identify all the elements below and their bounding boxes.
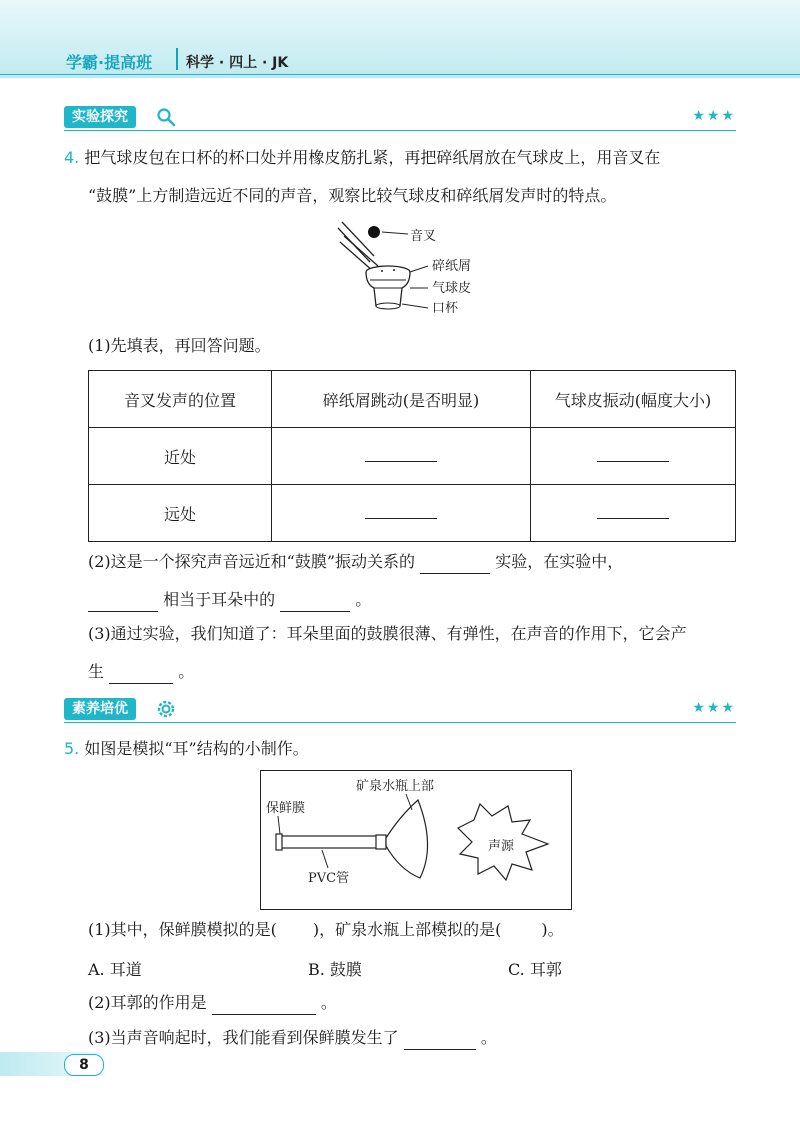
q4-sub3-line2 [88,660,194,684]
q5-sub3 [88,1026,497,1050]
answer-cell[interactable] [531,428,736,485]
question-number: 5. [64,739,80,758]
label-cup: 口杯 [432,301,459,316]
q4-sub1: (1)先填表，再回答问题。 [88,336,271,355]
subject-label: 科学 · 四上 · JK [186,55,289,71]
option-c[interactable]: C. 耳郭 [508,960,562,979]
observation-table [88,370,736,542]
q4-sub3-text: 生 [88,662,105,681]
table-header: 气球皮振动(幅度大小) [531,371,736,428]
label-wrap-film: 保鲜膜 [266,801,306,816]
q4-sub3-line1: (3)通过实验，我们知道了：耳朵里面的鼓膜很薄、有弹性，在声音的作用下，它会产 [88,624,687,643]
section-literacy [64,698,736,722]
answer-cell[interactable] [272,428,531,485]
page-number: 8 [64,1054,104,1076]
option-a[interactable]: A. 耳道 [88,960,142,979]
header-rule [0,74,800,75]
q4-sub2-text: 相当于耳朵中的 [163,590,276,609]
gear-icon [156,699,176,719]
difficulty-stars: ★★★ [692,108,736,124]
answer-blank[interactable] [597,506,669,519]
q5-sub2-text: 。 [320,993,337,1012]
answer-blank[interactable] [88,593,158,612]
answer-blank[interactable] [212,996,316,1015]
table-header: 碎纸屑跳动(是否明显) [272,371,531,428]
section-rule [64,722,736,723]
difficulty-stars: ★★★ [692,700,736,716]
answer-blank[interactable] [109,665,173,684]
q4-sub3-text: 。 [178,662,195,681]
answer-blank[interactable] [597,449,669,462]
label-bottle-top: 矿泉水瓶上部 [356,779,435,794]
q4-text-line1: 把气球皮包在口杯的杯口处并用橡皮筋扎紧，再把碎纸屑放在气球皮上，用音叉在 [84,148,661,167]
table-header-row [89,371,736,428]
row-label: 远处 [89,485,272,542]
answer-blank[interactable] [280,593,350,612]
q5-sub2 [88,991,337,1015]
q5-sub1-text: (1)其中，保鲜膜模拟的是( [88,920,277,939]
table-row [89,485,736,542]
section-rule [64,130,736,131]
tuning-fork-figure [330,214,500,324]
q4-sub2-line1 [88,550,623,574]
q5-stem [64,737,309,761]
q4-sub2-text: 实验，在实验中， [495,552,624,571]
q4-sub2-text: 。 [355,590,372,609]
table-header: 音叉发声的位置 [89,371,272,428]
label-tuning-fork: 音叉 [410,229,437,244]
q4-stem-line1 [64,146,660,170]
q4-stem-line2: “鼓膜”上方制造远近不同的声音，观察比较气球皮和碎纸屑发声时的特点。 [88,186,617,205]
q5-sub2-text: (2)耳郭的作用是 [88,993,207,1012]
q5-sub1-text: )，矿泉水瓶上部模拟的是( [312,920,502,939]
label-sound-source: 声源 [488,839,515,854]
q4-sub2-text: (2)这是一个探究声音远近和“鼓膜”振动关系的 [88,552,416,571]
section-experiment [64,106,736,130]
label-balloon-skin: 气球皮 [432,281,472,296]
answer-blank[interactable] [420,555,490,574]
section-title: 实验探究 [64,106,136,128]
q4-sub2-line2 [88,588,371,612]
q5-sub3-text: 。 [480,1028,497,1047]
tuning-fork-drawing [338,222,408,272]
q5-text: 如图是模拟“耳”结构的小制作。 [84,739,309,758]
question-number: 4. [64,148,80,167]
pvc-tube-drawing [276,834,386,850]
answer-cell[interactable] [531,485,736,542]
answer-blank[interactable] [365,506,437,519]
option-b[interactable]: B. 鼓膜 [308,960,362,979]
brand-logo: 学霸·提高班 [66,53,153,72]
row-label: 近处 [89,428,272,485]
header-divider [176,48,178,70]
q5-sub1-text: )。 [541,920,564,939]
answer-blank[interactable] [365,449,437,462]
magnifier-icon [156,107,176,127]
section-title: 素养培优 [64,698,136,720]
ear-model-figure [260,770,572,910]
q5-sub3-text: (3)当声音响起时，我们能看到保鲜膜发生了 [88,1028,399,1047]
table-row [89,428,736,485]
label-paper-bits: 碎纸屑 [432,259,472,274]
answer-cell[interactable] [272,485,531,542]
answer-blank[interactable] [404,1031,476,1050]
q5-sub1 [88,918,564,942]
label-pvc: PVC管 [308,871,350,886]
cup-drawing [366,266,410,309]
